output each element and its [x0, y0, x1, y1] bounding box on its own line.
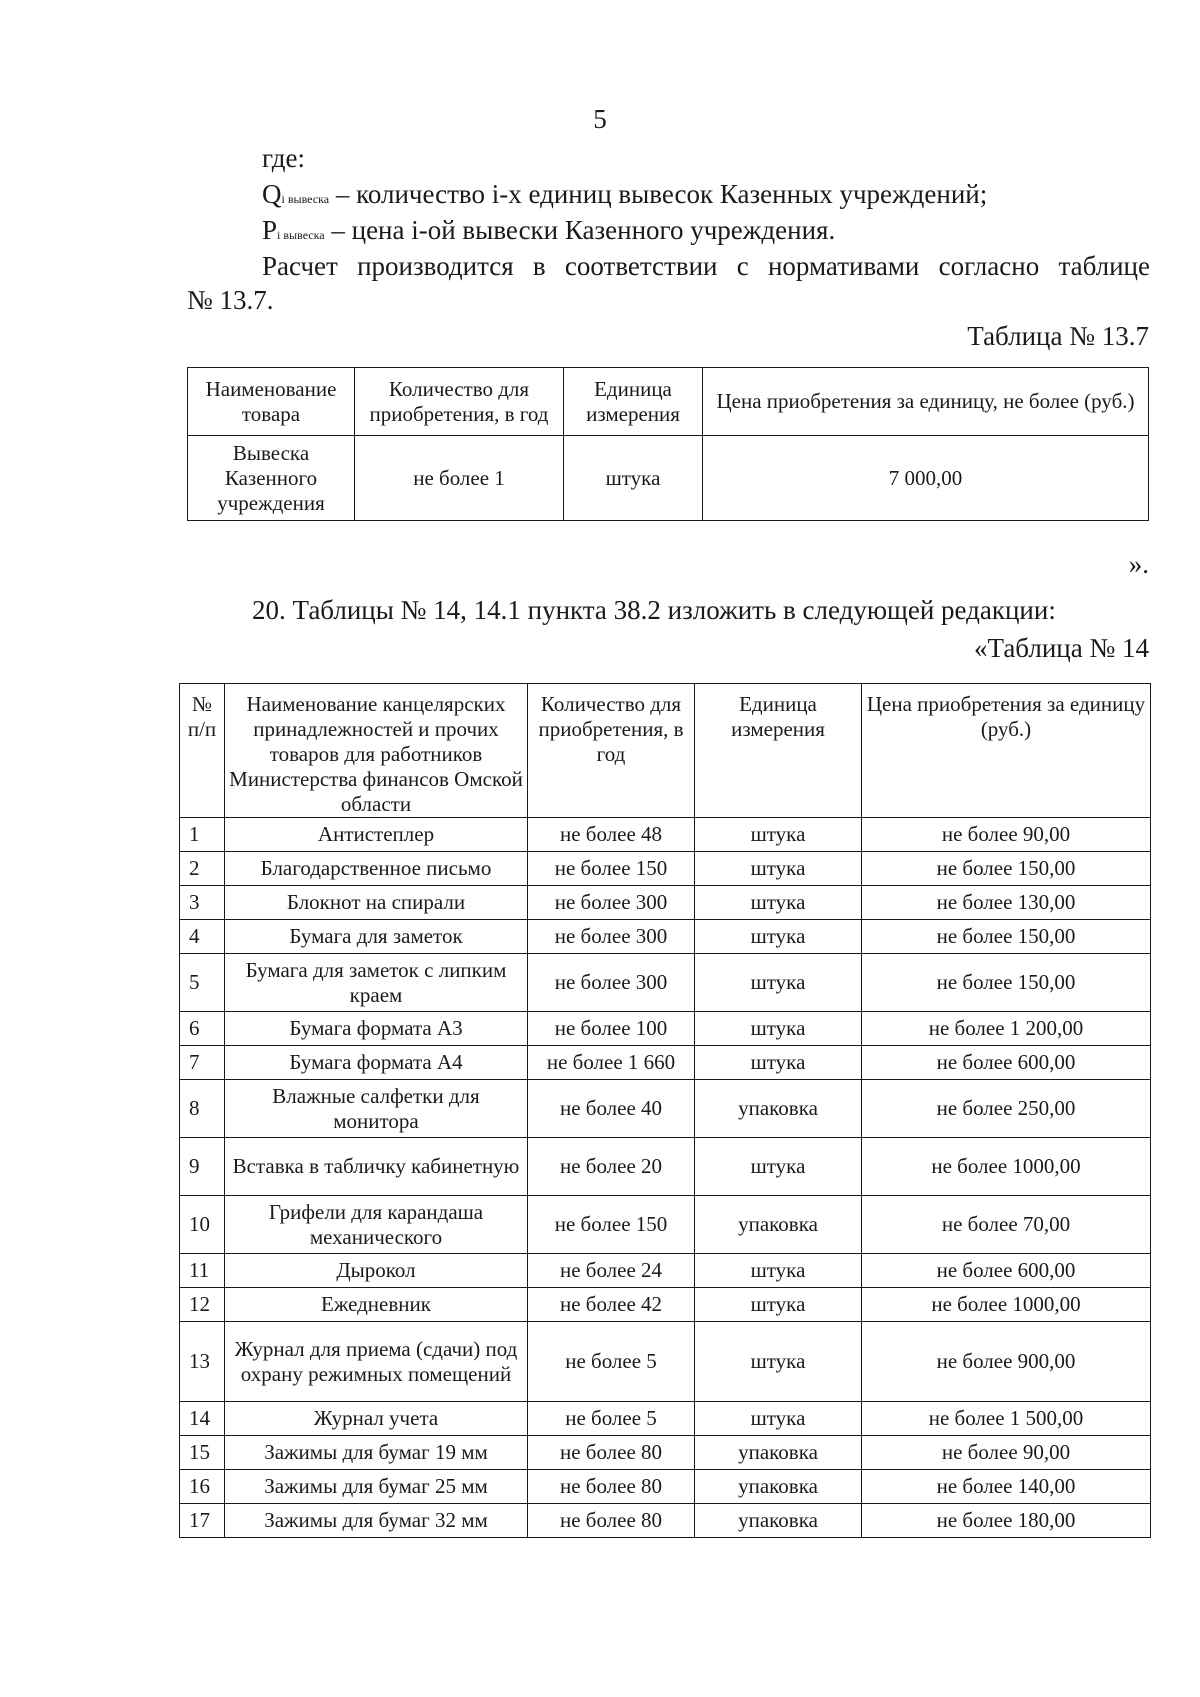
table-13-7-caption: Таблица № 13.7	[967, 321, 1149, 351]
cell-number: 15	[180, 1436, 225, 1470]
cell-price: не более 150,00	[862, 920, 1151, 954]
table-row	[180, 1196, 1151, 1254]
cell-number: 7	[180, 1046, 225, 1080]
table-row	[180, 1322, 1151, 1402]
table-13-7	[187, 367, 1149, 521]
cell-number: 5	[180, 954, 225, 1012]
cell-unit: штука	[695, 818, 862, 852]
cell-quantity: не более 300	[528, 920, 695, 954]
cell-number: 9	[180, 1138, 225, 1196]
cell-unit: штука	[695, 1012, 862, 1046]
cell-price: не более 1000,00	[862, 1288, 1151, 1322]
cell-number: 10	[180, 1196, 225, 1254]
cell-unit: штука	[695, 920, 862, 954]
cell-item-name: Зажимы для бумаг 25 мм	[225, 1470, 528, 1504]
cell-number: 17	[180, 1504, 225, 1538]
cell-unit: штука	[695, 1322, 862, 1402]
header-price: Цена приобретения за единицу (руб.)	[862, 684, 1151, 818]
table-row	[180, 818, 1151, 852]
cell-item-name: Зажимы для бумаг 19 мм	[225, 1436, 528, 1470]
cell-price: не более 1 200,00	[862, 1012, 1151, 1046]
table-14-caption: «Таблица № 14	[974, 633, 1149, 663]
cell-quantity: не более 20	[528, 1138, 695, 1196]
table-row	[180, 1012, 1151, 1046]
calc-line-2: № 13.7.	[187, 285, 274, 315]
cell-quantity: не более 1 660	[528, 1046, 695, 1080]
cell-unit: штука	[695, 1288, 862, 1322]
table-row	[180, 852, 1151, 886]
cell-item-name: Влажные салфетки для монитора	[225, 1080, 528, 1138]
cell-item-name: Бумага для заметок с липким краем	[225, 954, 528, 1012]
table-row	[180, 1402, 1151, 1436]
header-quantity: Количество для приобретения, в год	[355, 368, 564, 436]
cell-name: Вывеска Казенного учреждения	[188, 436, 355, 521]
table-row	[180, 1470, 1151, 1504]
cell-unit: штука	[564, 436, 703, 521]
section-heading: 20. Таблицы № 14, 14.1 пункта 38.2 изложить в следующей редакции:	[252, 595, 1056, 625]
cell-price: не более 150,00	[862, 852, 1151, 886]
cell-price: не более 900,00	[862, 1322, 1151, 1402]
q-definition	[262, 176, 987, 217]
cell-item-name: Вставка в табличку кабинетную	[225, 1138, 528, 1196]
cell-quantity: не более 300	[528, 886, 695, 920]
cell-quantity: не более 24	[528, 1254, 695, 1288]
where-label: где:	[262, 143, 305, 173]
table-row	[180, 886, 1151, 920]
cell-number: 6	[180, 1012, 225, 1046]
cell-quantity: не более 300	[528, 954, 695, 1012]
table-13-7-header-row	[188, 368, 1149, 436]
table-row	[180, 920, 1151, 954]
table-14-header-row	[180, 684, 1151, 818]
cell-item-name: Журнал учета	[225, 1402, 528, 1436]
cell-quantity: не более 48	[528, 818, 695, 852]
cell-quantity: не более 80	[528, 1504, 695, 1538]
cell-price: не более 140,00	[862, 1470, 1151, 1504]
header-unit: Единица измерения	[564, 368, 703, 436]
cell-number: 1	[180, 818, 225, 852]
q-subscript: i вывеска	[281, 192, 330, 206]
p-subscript: i вывеска	[277, 228, 325, 242]
cell-price: не более 250,00	[862, 1080, 1151, 1138]
cell-price: не более 180,00	[862, 1504, 1151, 1538]
cell-quantity: не более 100	[528, 1012, 695, 1046]
cell-unit: упаковка	[695, 1080, 862, 1138]
cell-price: не более 90,00	[862, 818, 1151, 852]
cell-number: 3	[180, 886, 225, 920]
cell-unit: штука	[695, 852, 862, 886]
cell-quantity: не более 40	[528, 1080, 695, 1138]
cell-quantity: не более 80	[528, 1470, 695, 1504]
cell-item-name: Бумага формата А4	[225, 1046, 528, 1080]
cell-item-name: Благодарственное письмо	[225, 852, 528, 886]
p-symbol: P	[262, 215, 278, 245]
header-number: № п/п	[180, 684, 225, 818]
cell-unit: упаковка	[695, 1504, 862, 1538]
cell-number: 11	[180, 1254, 225, 1288]
header-name: Наименование товара	[188, 368, 355, 436]
header-unit: Единица измерения	[695, 684, 862, 818]
closing-quote: ».	[1128, 549, 1149, 579]
header-item-name: Наименование канцелярских принадлежностей и прочих товаров для работников Министерства финансов Омской области	[225, 684, 528, 818]
cell-unit: упаковка	[695, 1196, 862, 1254]
table-row	[180, 1138, 1151, 1196]
cell-price: не более 130,00	[862, 886, 1151, 920]
cell-number: 13	[180, 1322, 225, 1402]
p-text: – цена i-ой вывески Казенного учреждения.	[331, 215, 836, 245]
cell-quantity: не более 5	[528, 1322, 695, 1402]
calc-line-1: Расчет производится в соответствии с нормативами согласно таблице	[262, 251, 1150, 281]
cell-quantity: не более 80	[528, 1436, 695, 1470]
cell-number: 16	[180, 1470, 225, 1504]
cell-item-name: Бумага формата А3	[225, 1012, 528, 1046]
p-definition	[262, 212, 835, 253]
table-row	[180, 1080, 1151, 1138]
cell-price: не более 90,00	[862, 1436, 1151, 1470]
cell-quantity: не более 42	[528, 1288, 695, 1322]
table-row	[180, 1254, 1151, 1288]
page-number: 5	[593, 104, 607, 134]
cell-price: не более 600,00	[862, 1254, 1151, 1288]
cell-price: не более 150,00	[862, 954, 1151, 1012]
cell-unit: штука	[695, 1046, 862, 1080]
table-row	[180, 1504, 1151, 1538]
table-14	[179, 683, 1151, 1538]
cell-quantity: не более 5	[528, 1402, 695, 1436]
cell-price: не более 1000,00	[862, 1138, 1151, 1196]
cell-item-name: Дырокол	[225, 1254, 528, 1288]
q-symbol: Q	[262, 179, 282, 209]
cell-price: не более 600,00	[862, 1046, 1151, 1080]
cell-unit: штука	[695, 1254, 862, 1288]
cell-quantity: не более 150	[528, 1196, 695, 1254]
cell-item-name: Бумага для заметок	[225, 920, 528, 954]
cell-quantity: не более 1	[355, 436, 564, 521]
cell-price: не более 70,00	[862, 1196, 1151, 1254]
cell-item-name: Грифели для карандаша механического	[225, 1196, 528, 1254]
cell-unit: упаковка	[695, 1470, 862, 1504]
cell-unit: штука	[695, 886, 862, 920]
cell-item-name: Зажимы для бумаг 32 мм	[225, 1504, 528, 1538]
header-price: Цена приобретения за единицу, не более (руб.)	[703, 368, 1149, 436]
cell-price: 7 000,00	[703, 436, 1149, 521]
cell-price: не более 1 500,00	[862, 1402, 1151, 1436]
cell-unit: упаковка	[695, 1436, 862, 1470]
cell-item-name: Блокнот на спирали	[225, 886, 528, 920]
header-quantity: Количество для приобретения, в год	[528, 684, 695, 818]
cell-item-name: Антистеплер	[225, 818, 528, 852]
table-14-body	[180, 818, 1151, 1538]
cell-unit: штука	[695, 1138, 862, 1196]
q-text: – количество i-х единиц вывесок Казенных учреждений;	[335, 179, 988, 209]
cell-quantity: не более 150	[528, 852, 695, 886]
table-row	[188, 436, 1149, 521]
cell-number: 8	[180, 1080, 225, 1138]
cell-number: 12	[180, 1288, 225, 1322]
cell-unit: штука	[695, 954, 862, 1012]
table-row	[180, 1046, 1151, 1080]
cell-item-name: Ежедневник	[225, 1288, 528, 1322]
cell-number: 2	[180, 852, 225, 886]
cell-number: 4	[180, 920, 225, 954]
table-row	[180, 1436, 1151, 1470]
cell-number: 14	[180, 1402, 225, 1436]
cell-unit: штука	[695, 1402, 862, 1436]
table-row	[180, 954, 1151, 1012]
cell-item-name: Журнал для приема (сдачи) под охрану режимных помещений	[225, 1322, 528, 1402]
table-row	[180, 1288, 1151, 1322]
